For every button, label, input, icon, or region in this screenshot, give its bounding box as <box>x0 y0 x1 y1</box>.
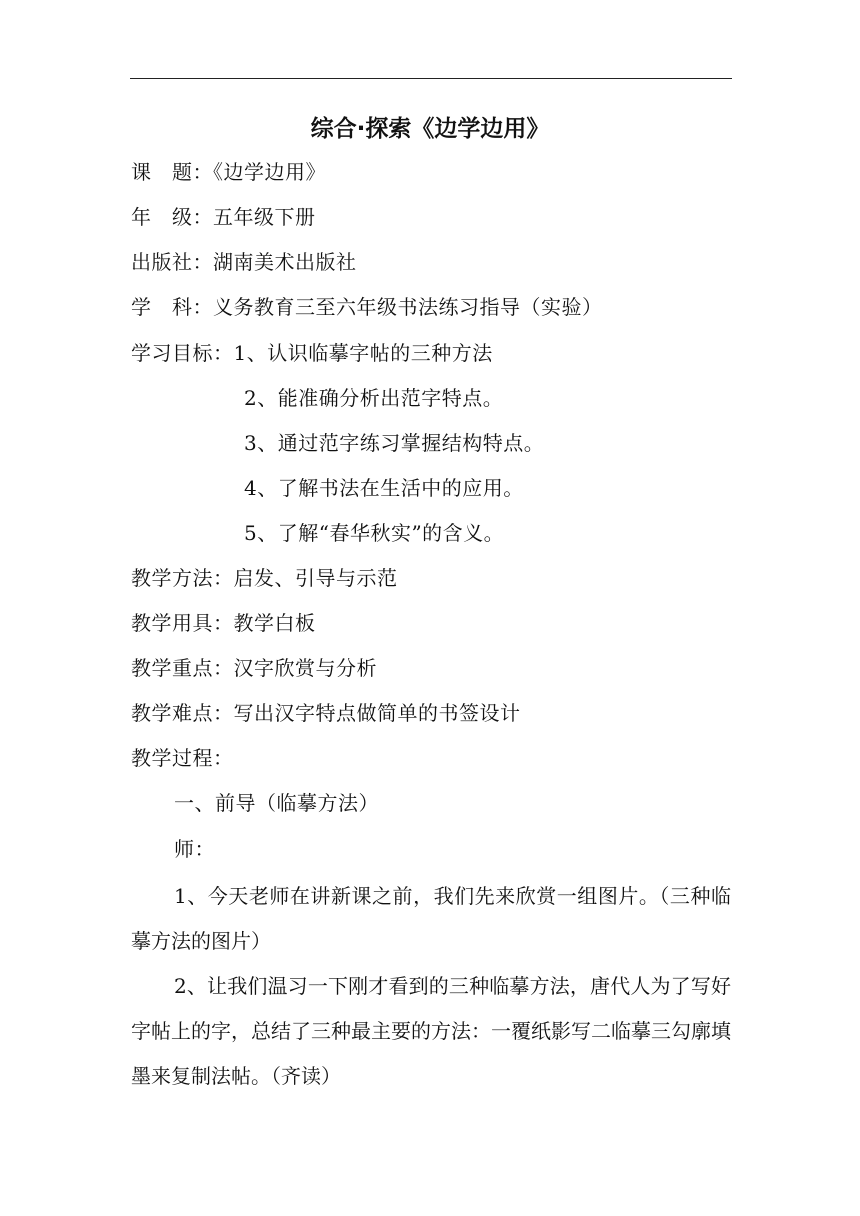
paragraph-1-text: 1、今天老师在讲新课之前，我们先来欣赏一组图片。（三种临摹方法的图片） <box>131 884 731 953</box>
goal-item: 3、通过范字练习掌握结构特点。 <box>244 431 545 455</box>
field-difficulties: 教学难点：写出汉字特点做简单的书签设计 <box>131 701 521 725</box>
field-key-points: 教学重点：汉字欣赏与分析 <box>131 656 377 680</box>
section-heading: 一、前导（临摹方法） <box>174 791 379 815</box>
goal-item: 5、了解“春华秋实”的含义。 <box>244 521 505 545</box>
field-grade: 年 级：五年级下册 <box>131 205 316 229</box>
field-process: 教学过程： <box>131 746 234 770</box>
paragraph-1 <box>131 874 731 964</box>
paragraph-2-text: 2、让我们温习一下刚才看到的三种临摹方法，唐代人为了写好字帖上的字，总结了三种最主要的方法：一覆纸影写二临摹三勾廓填墨来复制法帖。（齐读） <box>131 974 731 1088</box>
field-teaching-tools: 教学用具：教学白板 <box>131 611 316 635</box>
document-title: 综合·探索《边学边用》 <box>310 116 550 142</box>
field-teaching-method: 教学方法：启发、引导与示范 <box>131 566 398 590</box>
field-learning-goals: 学习目标：1、认识临摹字帖的三种方法 <box>131 341 493 365</box>
teacher-label: 师： <box>174 837 215 861</box>
header-rule <box>130 78 732 79</box>
goal-item: 4、了解书法在生活中的应用。 <box>244 476 524 500</box>
field-publisher: 出版社：湖南美术出版社 <box>131 250 357 274</box>
paragraph-2 <box>131 964 731 1099</box>
field-subject: 学 科：义务教育三至六年级书法练习指导（实验） <box>131 295 603 319</box>
field-topic: 课 题：《边学边用》 <box>131 160 326 184</box>
goal-item: 2、能准确分析出范字特点。 <box>244 386 504 410</box>
